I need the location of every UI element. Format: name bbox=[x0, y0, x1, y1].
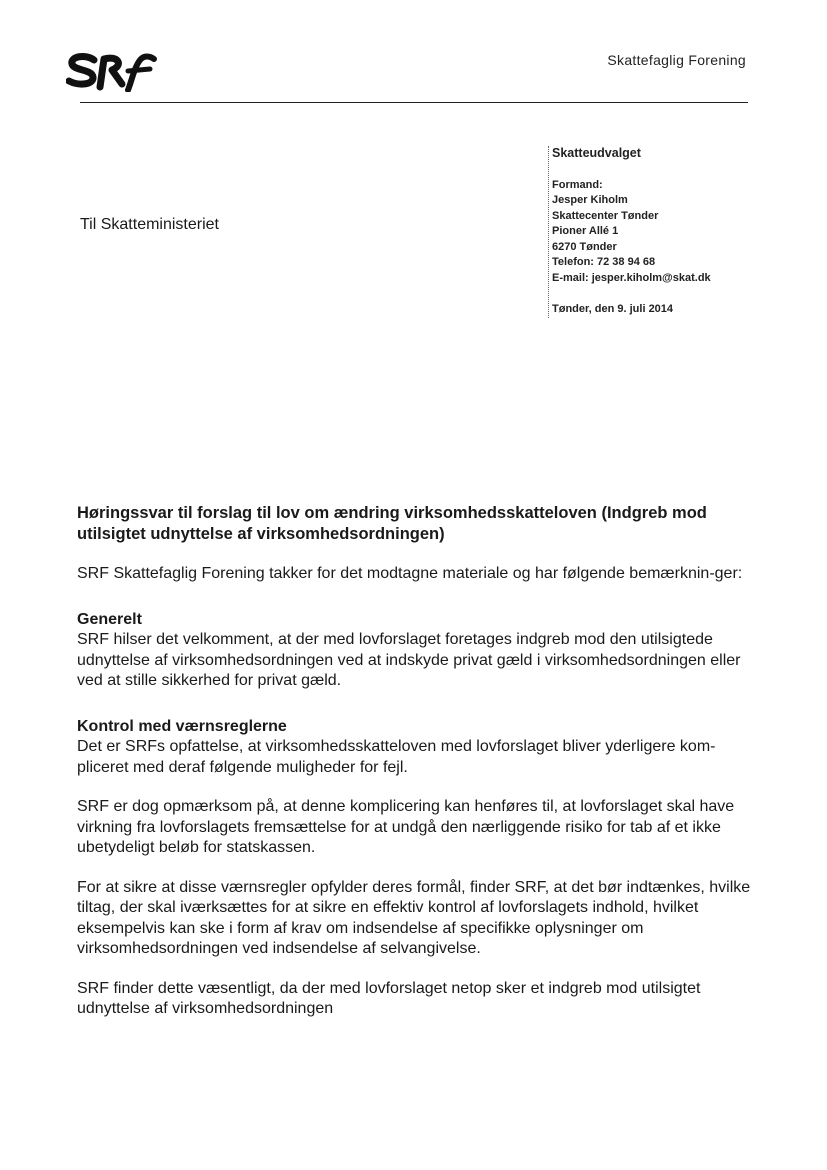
section-title: Kontrol med værnsreglerne bbox=[77, 717, 287, 735]
organization-name: Skattefaglig Forening bbox=[607, 52, 746, 68]
contact-line: Pioner Allé 1 bbox=[552, 225, 619, 237]
contact-line: Jesper Kiholm bbox=[552, 194, 628, 206]
letter-body bbox=[77, 503, 752, 1039]
contact-line: Formand: bbox=[552, 178, 603, 191]
section-title: Generelt bbox=[77, 610, 142, 628]
section-paragraph: For at sikre at disse værnsregler opfylder deres formål, finder SRF, at det bør indtænkes, hvilke tiltag, der skal iværksættes for at sikre en effektiv kontrol af lovforslagets indhold, hvilket eksempelvis kan ske i form af krav om indsendelse af specifikke oplysninger om virksomhedsordningen ved indsendelse af selvangivelse. bbox=[77, 878, 751, 957]
sender-contact bbox=[552, 178, 752, 287]
sender-committee: Skatteudvalget bbox=[552, 146, 641, 160]
header-divider bbox=[80, 102, 748, 103]
srf-logo bbox=[66, 50, 158, 92]
letter-date: Tønder, den 9. juli 2014 bbox=[552, 303, 674, 315]
section-paragraph: SRF finder dette væsentligt, da der med lovforslaget netop sker et indgreb mod utilsigtet udnyttelse af virksomhedsordningen bbox=[77, 979, 701, 1017]
contact-line: Telefon: 72 38 94 68 bbox=[552, 256, 656, 268]
letter-subject: Høringssvar til forslag til lov om ændring virksomhedsskatteloven (Indgreb mod utilsigtet udnyttelse af virksomhedsordningen) bbox=[77, 504, 707, 543]
section-paragraph: SRF hilser det velkomment, at der med lovforslaget foretages indgreb mod den utilsigtede udnyttelse af virksomhedsordningen ved at indskyde privat gæld i virksomhedsordningen eller ved at stille sikkerhed for privat gæld. bbox=[77, 631, 741, 689]
contact-line: E-mail: jesper.kiholm@skat.dk bbox=[552, 271, 711, 284]
section-paragraph: Det er SRFs opfattelse, at virksomhedsskatteloven med lovforslaget bliver yderligere kom-pliceret med deraf følgende muligheder for fejl. bbox=[77, 738, 716, 776]
sender-block bbox=[548, 146, 752, 318]
section-paragraph: SRF er dog opmærksom på, at denne komplicering kan henføres til, at lovforslaget skal have virkning fra lovforslagets fremsættelse for at undgå den nærliggende risiko for tab af et ikke ubetydeligt beløb for statskassen. bbox=[77, 798, 735, 856]
contact-line: 6270 Tønder bbox=[552, 240, 617, 253]
intro-paragraph: SRF Skattefaglig Forening takker for det modtagne materiale og har følgende bemærknin-ger: bbox=[77, 565, 743, 582]
srf-logo-mark bbox=[66, 50, 158, 92]
recipient: Til Skatteministeriet bbox=[80, 216, 219, 233]
contact-line: Skattecenter Tønder bbox=[552, 209, 659, 222]
section-kontrol bbox=[77, 717, 752, 1020]
section-generelt bbox=[77, 610, 752, 692]
